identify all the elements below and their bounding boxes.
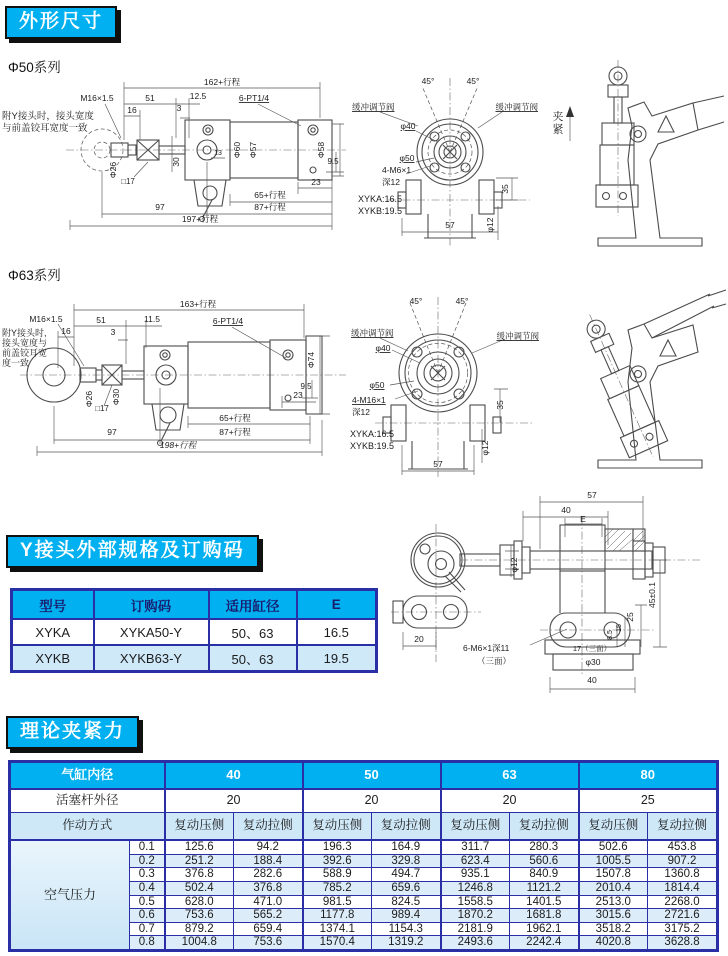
force-value: 376.8 [165,868,234,882]
force-value: 628.0 [165,895,234,909]
force-value: 1177.8 [303,909,372,923]
force-value: 3628.8 [648,936,718,951]
dimension-label: 前盖铰耳宽 [2,348,48,358]
phi63-side-view-drawing [0,296,348,480]
force-value: 565.2 [234,909,303,923]
dimension-label: 接头宽度与 [2,338,48,348]
dimension-label: 17（三面） [572,644,612,653]
bore-value: 63 [441,762,579,790]
dimension-label: Φ26 [84,390,94,408]
force-value: 4020.8 [579,936,648,951]
force-value: 1005.5 [579,854,648,868]
dimension-label: 57 [445,220,455,230]
dimension-label: 45° [409,296,423,306]
dimension-label: XYKB:19.5 [358,206,403,216]
dimension-label: 23 [311,177,321,187]
force-value: 753.6 [234,936,303,951]
dimension-label: 30 [171,157,181,167]
pressure-value: 0.6 [130,909,165,923]
force-value: 1870.2 [441,909,510,923]
dimension-label: 57 [587,490,597,500]
dimension-label: 40 [587,675,597,685]
force-value: 1246.8 [441,881,510,895]
dimension-label: Φ74 [306,351,316,369]
force-value: 1154.3 [372,922,441,936]
dimension-label: φ50 [369,380,385,390]
force-value: 311.7 [441,840,510,854]
y-table-body [12,619,377,672]
y-table-header-cell: 订购码 [94,590,209,620]
force-value: 282.6 [234,868,303,882]
phi63-front-view-drawing [350,293,540,481]
pressure-value: 0.7 [130,922,165,936]
force-value: 471.0 [234,895,303,909]
dimension-label: 16 [127,105,137,115]
dimension-label: 6-M6×1深11 [463,643,510,653]
y-table-cell: 50、63 [209,619,297,645]
dimension-label: 与前盖铰耳宽度一致 [2,123,88,134]
mode-value: 复动拉侧 [372,813,441,841]
dimension-label: 缓冲调节阀 [496,331,539,341]
y-table-head-row [12,590,377,620]
dimension-label: 深12 [382,177,400,187]
dimension-label: 97 [155,202,165,212]
force-value: 1814.4 [648,881,718,895]
dimension-label: 197+行程 [181,214,219,224]
dimension-label: 40 [561,505,571,515]
force-value: 1319.2 [372,936,441,951]
dimension-label: 20 [414,634,424,644]
rod-diameter-value: 25 [579,789,718,813]
dimension-label: 45° [466,76,480,86]
y-table-row [12,645,377,672]
y-table-cell: XYKB63-Y [94,645,209,672]
dimension-label: Φ58 [316,141,326,159]
dimension-label: 23 [293,390,303,400]
mode-value: 复动拉侧 [648,813,718,841]
phi50-side-view-drawing [0,74,348,252]
phi50-clamp-illustration [540,56,728,256]
pressure-value: 0.2 [130,854,165,868]
force-value: 1004.8 [165,936,234,951]
rod-row-label: 活塞杆外径 [10,789,165,813]
phi50-front-view-drawing [350,74,540,254]
phi50-front-dimension-labels [352,76,538,232]
dimension-label: Φ60 [232,141,242,159]
mode-value: 复动压侧 [165,813,234,841]
clamp-direction-arrow [566,106,574,117]
dimension-label: 附Y接头时, [2,328,47,338]
force-value: 329.8 [372,854,441,868]
dimension-label: 4-M16×1 [352,395,386,405]
y-table-cell: XYKB [12,645,94,672]
dimension-label: 45° [455,296,469,306]
force-value: 453.8 [648,840,718,854]
series-50-label: Φ50系列 [8,60,61,75]
force-table-body [10,762,718,951]
y-table-cell: XYKA [12,619,94,645]
phi63-side-dimension-labels [2,299,316,450]
dimension-label: Φ30 [111,388,121,406]
dimension-label: 3 [110,327,116,337]
section-header-dimensions-label: 外形尺寸 [19,11,104,32]
phi63-clamp-geometry [572,290,726,468]
dimension-label: 15 [616,624,623,632]
dimension-label: 162+行程 [203,77,241,87]
dimension-label: 97 [107,427,117,437]
force-value: 1507.8 [579,868,648,882]
pressure-value: 0.1 [130,840,165,854]
force-table [8,760,719,952]
force-value: 1558.5 [441,895,510,909]
pressure-label: 空气压力 [10,840,130,951]
y-table-header-cell: 适用缸径 [209,590,297,620]
mode-row-label: 作动方式 [10,813,165,841]
force-value: 280.3 [510,840,579,854]
force-value: 1681.8 [510,909,579,923]
dimension-label: φ12 [480,440,490,456]
force-value: 989.4 [372,909,441,923]
force-value: 659.4 [234,922,303,936]
force-table-rod-row [10,789,718,813]
y-table-cell: 16.5 [297,619,377,645]
force-value: 1121.2 [510,881,579,895]
dimension-label: 87+行程 [219,427,251,437]
dimension-label: 51 [96,315,106,325]
y-connector-section-view-drawing [455,485,705,700]
phi63-front-dimension-labels [350,296,539,469]
dimension-label: 附Y接头时，接头宽度 [2,111,94,122]
dimension-label: 198+行程 [159,440,197,450]
force-value: 376.8 [234,881,303,895]
force-value: 196.3 [303,840,372,854]
dimension-label: □17 [95,404,109,413]
y-connector-front-labels [414,634,424,644]
force-value: 2242.4 [510,936,579,951]
section-header-force-label: 理论夹紧力 [20,721,126,742]
force-value: 2493.6 [441,936,510,951]
force-value: 251.2 [165,854,234,868]
section-header-y-connector-label: Y接头外部规格及订购码 [20,540,245,561]
mode-value: 复动压侧 [303,813,372,841]
force-value: 935.1 [441,868,510,882]
rod-diameter-value: 20 [303,789,441,813]
force-value: 879.2 [165,922,234,936]
y-table-row [12,619,377,645]
dimension-label: 8.5 [607,630,614,640]
dimension-label: □17 [121,177,135,186]
force-value: 1401.5 [510,895,579,909]
force-value: 1570.4 [303,936,372,951]
force-value: 2010.4 [579,881,648,895]
dimension-label: 65+行程 [219,413,251,423]
force-value: 2721.6 [648,909,718,923]
phi63-clamp-illustration [540,266,728,478]
force-table-bore-row [10,762,718,790]
bore-value: 40 [165,762,303,790]
section-header-dimensions [5,6,117,39]
dimension-label: 夹 [552,111,564,123]
phi50-clamp-labels [553,109,564,136]
force-value: 785.2 [303,881,372,895]
pressure-value: 0.5 [130,895,165,909]
y-table-cell: 50、63 [209,645,297,672]
mode-value: 复动拉侧 [510,813,579,841]
force-value: 3175.2 [648,922,718,936]
force-value: 94.2 [234,840,303,854]
dimension-label: XYKB:19.5 [350,441,395,451]
dimension-label: φ12 [509,557,519,573]
dimension-label: M16×1.5 [80,93,114,103]
bore-value: 80 [579,762,718,790]
force-value: 1374.1 [303,922,372,936]
force-value: 502.4 [165,881,234,895]
dimension-label: 6-PT1/4 [212,316,244,326]
bore-value: 50 [303,762,441,790]
force-value: 588.9 [303,868,372,882]
dimension-label: 紧 [552,124,564,136]
force-value: 3015.6 [579,909,648,923]
section-header-force [6,716,139,749]
dimension-label: 缓冲调节阀 [351,328,394,338]
force-value: 392.6 [303,854,372,868]
pressure-value: 0.8 [130,936,165,951]
dimension-label: 35 [495,400,505,410]
y-table-cell: XYKA50-Y [94,619,209,645]
dimension-label: Φ26 [108,161,118,179]
force-value: 560.6 [510,854,579,868]
dimension-label: XYKA:16.5 [358,194,403,204]
y-table-header-cell: E [297,590,377,620]
force-value: 981.5 [303,895,372,909]
force-value: 753.6 [165,909,234,923]
force-value: 188.4 [234,854,303,868]
rod-diameter-value: 20 [165,789,303,813]
mode-value: 复动压侧 [579,813,648,841]
dimension-label: 3 [176,103,182,113]
y-table-header-cell: 型号 [12,590,94,620]
force-value: 840.9 [510,868,579,882]
force-value: 1360.8 [648,868,718,882]
dimension-label: 25 [625,612,635,622]
dimension-label: M16×1.5 [29,314,63,324]
force-value: 494.7 [372,868,441,882]
y-table [10,588,378,673]
dimension-label: φ40 [375,343,391,353]
force-value: 2181.9 [441,922,510,936]
pressure-value: 0.4 [130,881,165,895]
dimension-label: 45° [421,76,435,86]
dimension-label: 65+行程 [254,190,286,200]
force-value: 623.4 [441,854,510,868]
dimension-label: 深12 [352,407,370,417]
dimension-label: 4-M6×1 [382,165,412,175]
force-value: 164.9 [372,840,441,854]
force-value: 907.2 [648,854,718,868]
dimension-label: E [580,514,586,524]
dimension-label: 9.5 [300,382,312,391]
dimension-label: 51 [145,93,155,103]
dimension-label: XYKA:16.5 [350,429,395,439]
dimension-label: 13 [214,150,222,157]
force-table-mode-row [10,813,718,841]
phi50-side-geometry [111,120,332,222]
force-value: 3518.2 [579,922,648,936]
dimension-label: 163+行程 [179,299,217,309]
dimension-label: （三面） [477,656,512,666]
force-value: 1962.1 [510,922,579,936]
force-value: 824.5 [372,895,441,909]
y-table-cell: 19.5 [297,645,377,672]
pressure-value: 0.3 [130,868,165,882]
phi50-clamp-geometry [596,67,724,246]
dimension-label: 缓冲调节阀 [495,102,538,112]
force-value: 2268.0 [648,895,718,909]
force-table-data-row [10,840,718,854]
dimension-label: 57 [433,459,443,469]
mode-value: 复动压侧 [441,813,510,841]
force-value: 659.6 [372,881,441,895]
dimension-label: 度一致 [2,358,30,368]
dimension-label: φ50 [399,153,415,163]
force-value: 2513.0 [579,895,648,909]
bore-row-label: 气缸内径 [10,762,165,790]
dimension-label: 11.5 [144,314,160,324]
dimension-label: Φ57 [248,141,258,159]
dimension-label: 45±0.1 [647,582,657,608]
dimension-label: 87+行程 [254,202,286,212]
force-value: 502.6 [579,840,648,854]
dimension-label: 6-PT1/4 [238,93,270,103]
mode-value: 复动拉侧 [234,813,303,841]
series-63-label: Φ63系列 [8,268,61,283]
dimension-label: 缓冲调节阀 [352,102,395,112]
dimension-label: 35 [500,184,510,194]
force-value: 125.6 [165,840,234,854]
dimension-label: 9.5 [327,157,339,166]
dimension-label: 16 [61,326,71,336]
dimension-label: 12.5 [189,91,207,101]
phi63-side-geometry [27,336,322,446]
section-header-y-connector [6,535,259,568]
dimension-label: φ40 [400,121,416,131]
dimension-label: φ12 [485,217,495,233]
rod-diameter-value: 20 [441,789,579,813]
dimension-label: φ30 [585,657,601,667]
